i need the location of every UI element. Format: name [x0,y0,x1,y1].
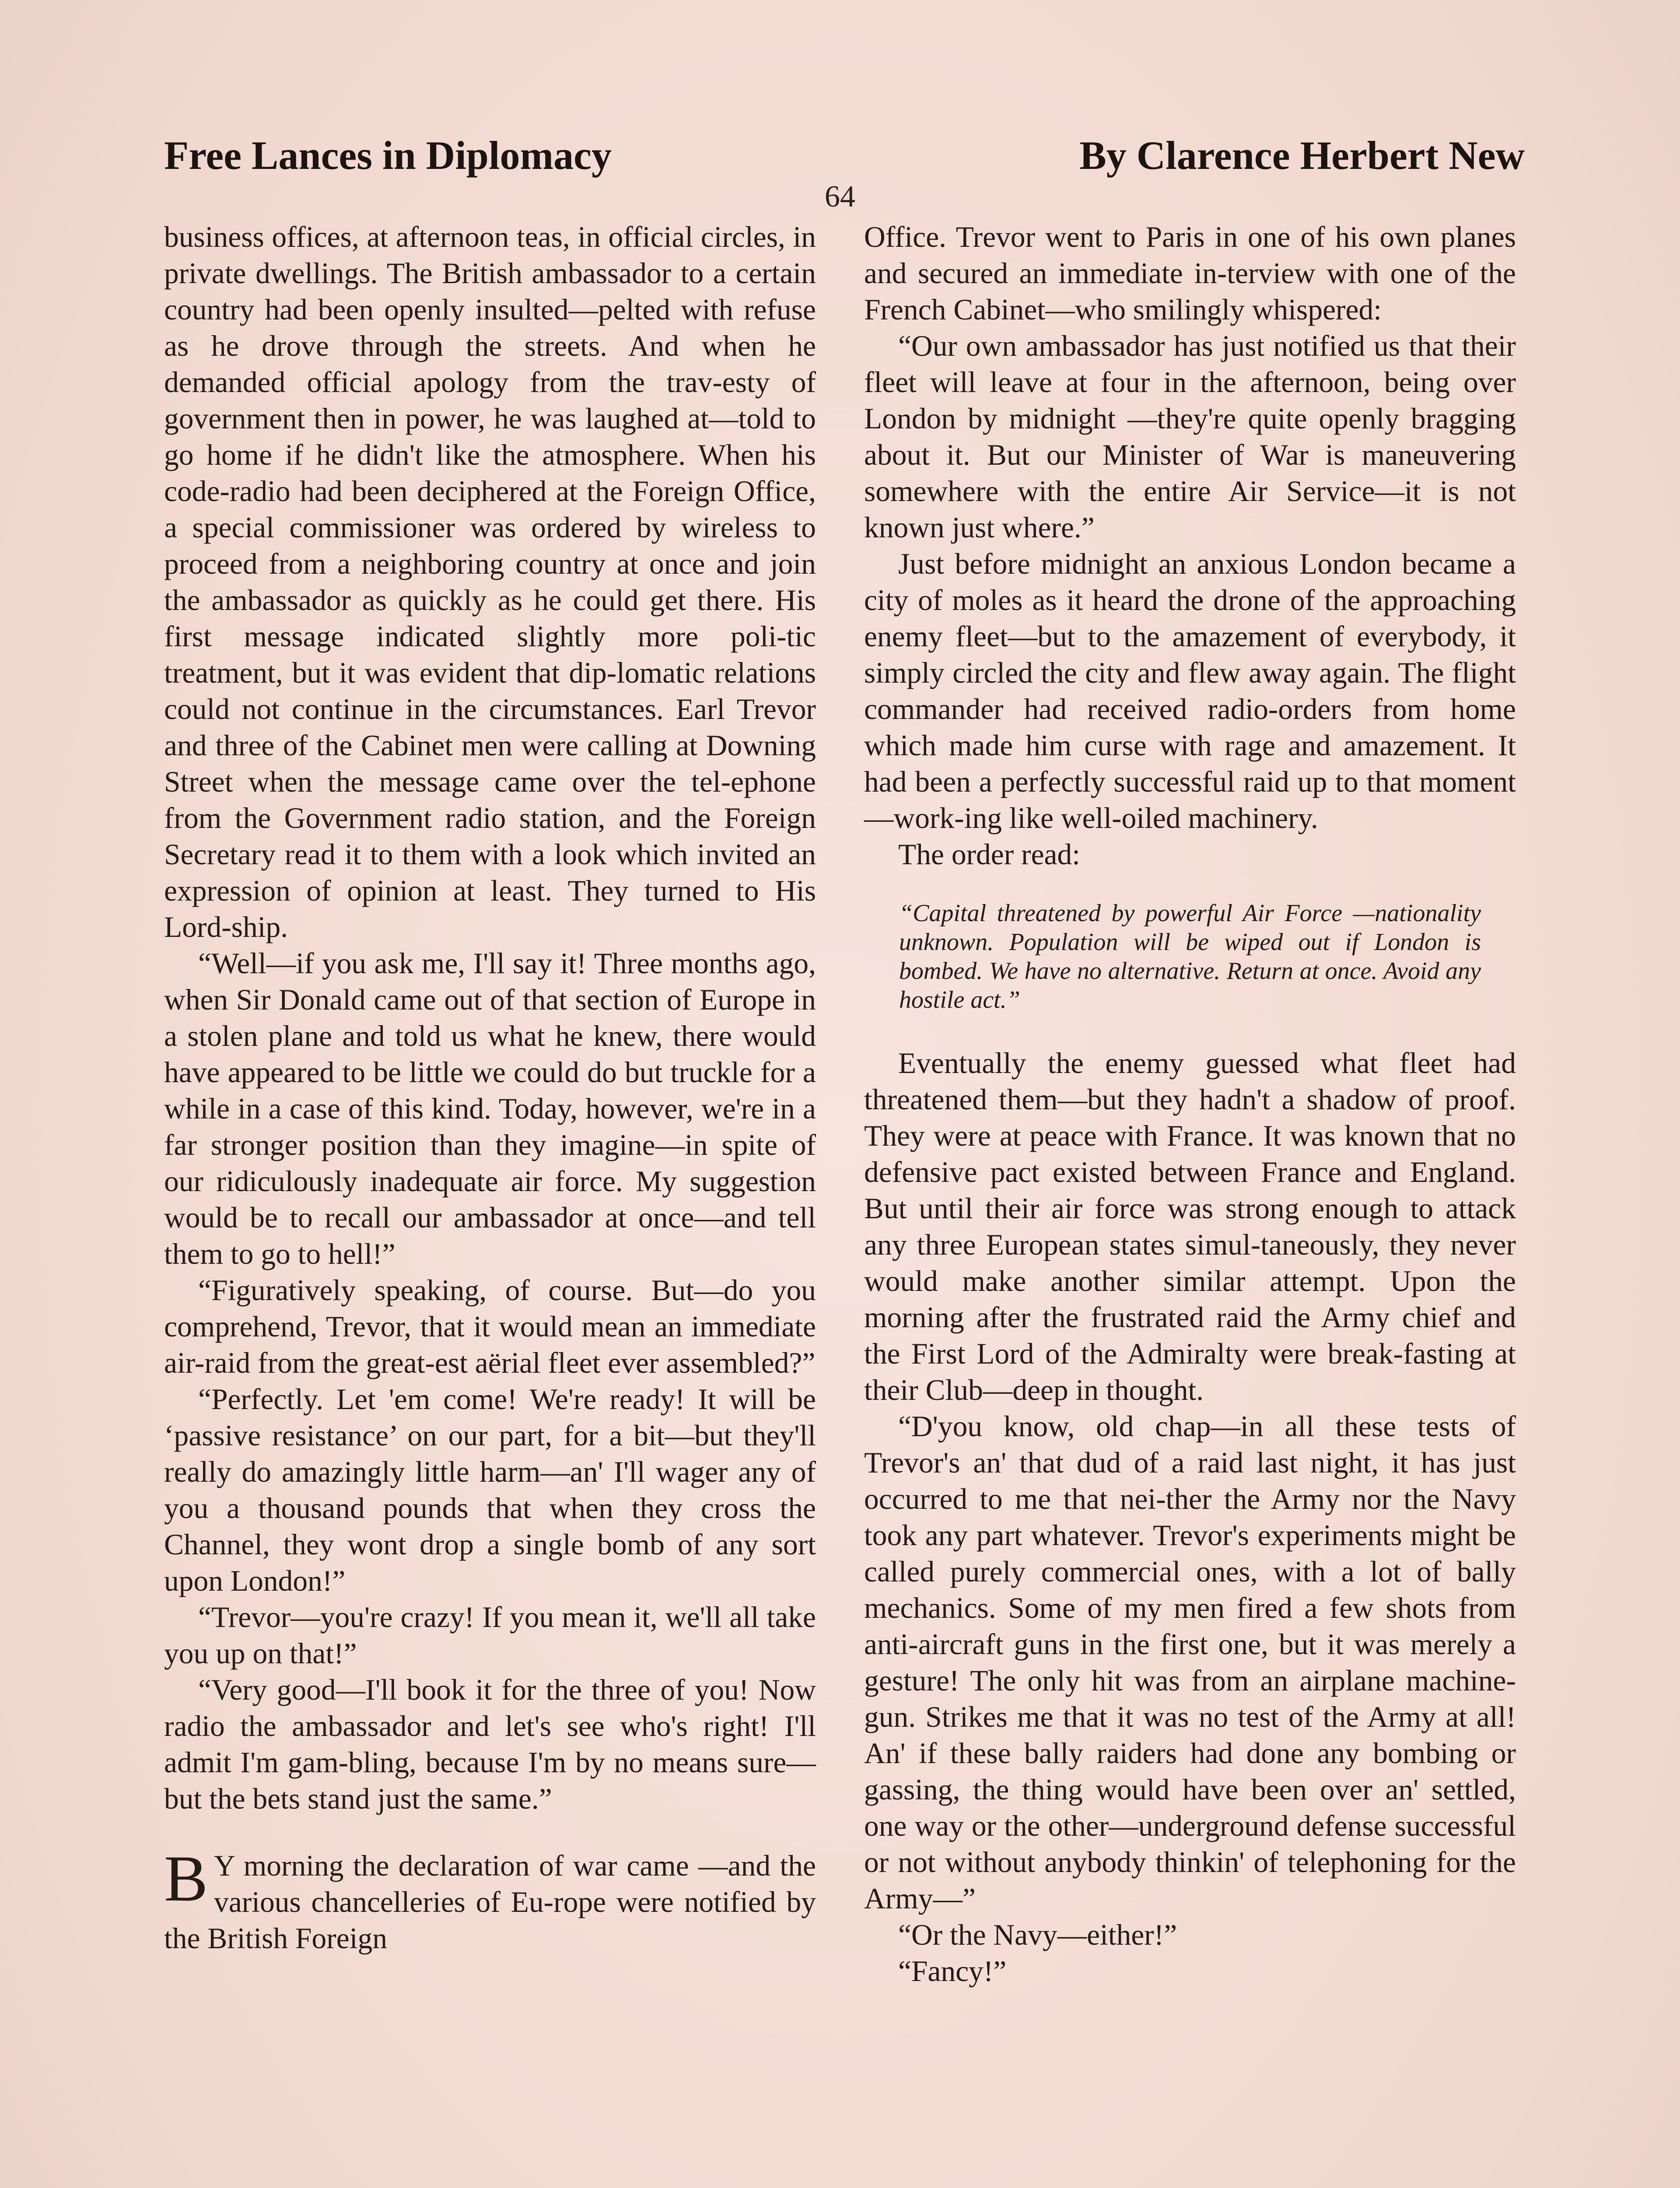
right-column [864,219,1516,1989]
story-author: By Clarence Herbert New [1079,133,1525,178]
paragraph: “Figuratively speaking, of course. But—do you comprehend, Trevor, that it would mean an immediate air-raid from the great-est aërial fleet ever assembled?” [164,1274,816,1379]
radio-order-quote: “Capital threatened by powerful Air Force —nationality unknown. Population will be wiped out if London is bombed. We have no alternative. Return at once. Avoid any hostile act.” [899,900,1481,1013]
paragraph: business offices, at afternoon teas, in official circles, in private dwellings. The British ambassador to a certain country had been openly insulted—pelted with refuse as he drove through the streets. And when he demanded official apology from the trav-esty of government then in power, he was laughed at—told to go home if he didn't like the atmosphere. When his code-radio had been deciphered at the Foreign Office, a special commissioner was ordered by wireless to proceed from a neighboring country at once and join the ambassador as quickly as he could get there. His first message indicated slightly more poli-tic treatment, but it was evident that dip-lomatic relations could not continue in the circumstances. Earl Trevor and three of the Cabinet men were calling at Downing Street when the message came over the tel-ephone from the Government radio station, and the Foreign Secretary read it to them with a look which invited an expression of opinion at least. They turned to His Lord-ship. [164,221,816,943]
paragraph: “Our own ambassador has just notified us that their fleet will leave at four in the afternoon, being over London by midnight —they're quite openly bragging about it. But our Minister of War is maneuvering somewhere with the entire Air Service—it is not known just where.” [864,330,1516,544]
paragraph: “Fancy!” [898,1955,1007,1988]
page-number: 64 [825,180,855,214]
dropcap-text: Y morning the declaration of war came —and the various chancelleries of Eu-rope were notified by the British Foreign [164,1849,816,1955]
paragraph: “Perfectly. Let 'em come! We're ready! It will be ‘passive resistance’ on our part, for a bit—but they'll really do amazingly little harm—an' I'll wager any of you a thousand pounds that when they cross the Channel, they wont drop a single bomb of any sort upon London!” [164,1383,816,1597]
paragraph: “Trevor—you're crazy! If you mean it, we'll all take you up on that!” [164,1601,816,1670]
left-column [164,219,816,1957]
dropcap-letter: B [164,1842,208,1915]
paragraph: “D'you know, old chap—in all these tests of Trevor's an' that dud of a raid last night, it has just occurred to me that nei-ther the Army nor the Navy took any part whatever. Trevor's experiments might be called purely commercial ones, with a lot of bally mechanics. Some of my men fired a few shots from anti-aircraft guns in the first one, but it was merely a gesture! The only hit was from an airplane machine-gun. Strikes me that it was no test of the Army at all! An' if these bally raiders had done any bombing or gassing, the thing would have been over an' settled, one way or the other—underground defense successful or not without anybody thinkin' of telephoning for the Army—” [864,1410,1516,1915]
dropcap-paragraph [164,1842,816,1957]
paragraph: “Very good—I'll book it for the three of you! Now radio the ambassador and let's see who's right! I'll admit I'm gam-bling, because I'm by no means sure—but the bets stand just the same.” [164,1673,816,1815]
story-title: Free Lances in Diplomacy [164,133,612,178]
paragraph: Office. Trevor went to Paris in one of his own planes and secured an immediate in-terview with one of the French Cabinet—who smilingly whispered: [864,221,1516,326]
paragraph: Just before midnight an anxious London became a city of moles as it heard the drone of the approaching enemy fleet—but to the amazement of everybody, it simply circled the city and flew away again. The flight commander had received radio-orders from home which made him curse with rage and amazement. It had been a perfectly successful raid up to that moment—work-ing like well-oiled machinery. [864,547,1516,835]
paragraph: “Well—if you ask me, I'll say it! Three months ago, when Sir Donald came out of that section of Europe in a stolen plane and told us what he knew, there would have appeared to be little we could do but truckle for a while in a case of this kind. Today, however, we're in a far stronger position than they imagine—in spite of our ridiculously inadequate air force. My suggestion would be to recall our ambassador at once—and tell them to go to hell!” [164,947,816,1270]
paragraph: “Or the Navy—either!” [898,1918,1177,1951]
paragraph: The order read: [898,838,1081,871]
paragraph: Eventually the enemy guessed what fleet had threatened them—but they hadn't a shadow of proof. They were at peace with France. It was known that no defensive pact existed between France and England. But until their air force was strong enough to attack any three European states simul-taneously, they never would make another similar attempt. Upon the morning after the frustrated raid the Army chief and the First Lord of the Admiralty were break-fasting at their Club—deep in thought. [864,1047,1516,1406]
